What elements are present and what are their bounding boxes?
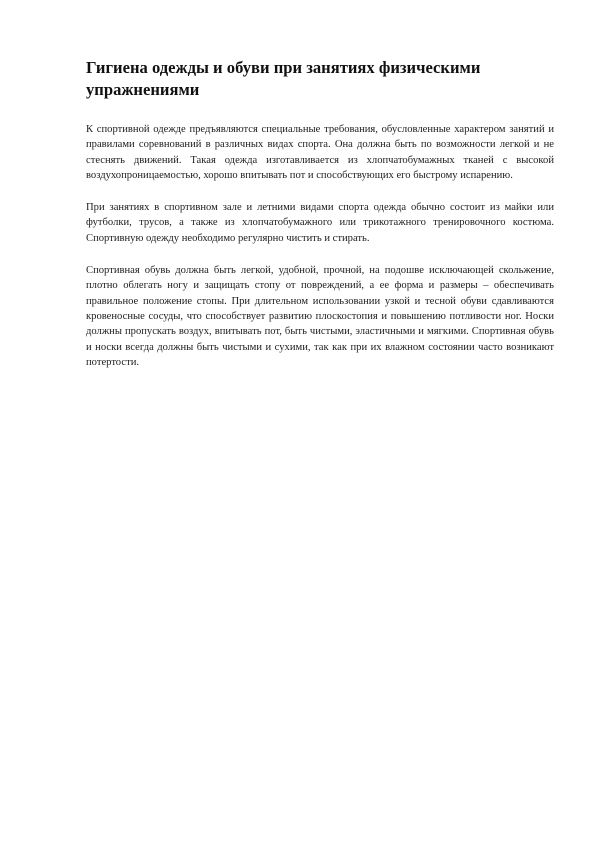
paragraph-gym-clothing: При занятиях в спортивном зале и летними видами спорта одежда обычно состоит из майки или футболки, трусов, а также из хлопчатобумажного или трикотажного тренировочного костюма. Спортивную одежду необходимо регулярно чистить и стирать. <box>86 202 554 244</box>
paragraph-sports-footwear: Спортивная обувь должна быть легкой, удобной, прочной, на подошве исключающей скольжение, плотно облегать ногу и защищать стопу от повреждений, а ее форма и размеры – обеспечивать правильное положение стопы. При длительном использовании узкой и тесной обуви сдавливаются кровеносные сосуды, что способствует развитию плоскостопия и повышению потливости ног. Носки должны пропускать воздух, впитывать пот, быть чистыми, эластичными и мягкими. Спортивная обувь и носки всегда должны быть чистыми и сухими, так как при их влажном состоянии часто возникают потертости. <box>86 265 554 368</box>
document-title: Гигиена одежды и обуви при занятиях физическими упражнениями <box>86 58 481 99</box>
document-content <box>86 57 554 387</box>
paragraph-clothing-requirements: К спортивной одежде предъявляются специальные требования, обусловленные характером занятий и правилами соревнований в различных видах спорта. Она должна быть по возможности легкой и не стеснять движений. Такая одежда изготавливается из хлопчатобумажных тканей с высокой воздухопроницаемостью, хорошо впитывать пот и способствующих его быстрому испарению. <box>86 124 554 181</box>
